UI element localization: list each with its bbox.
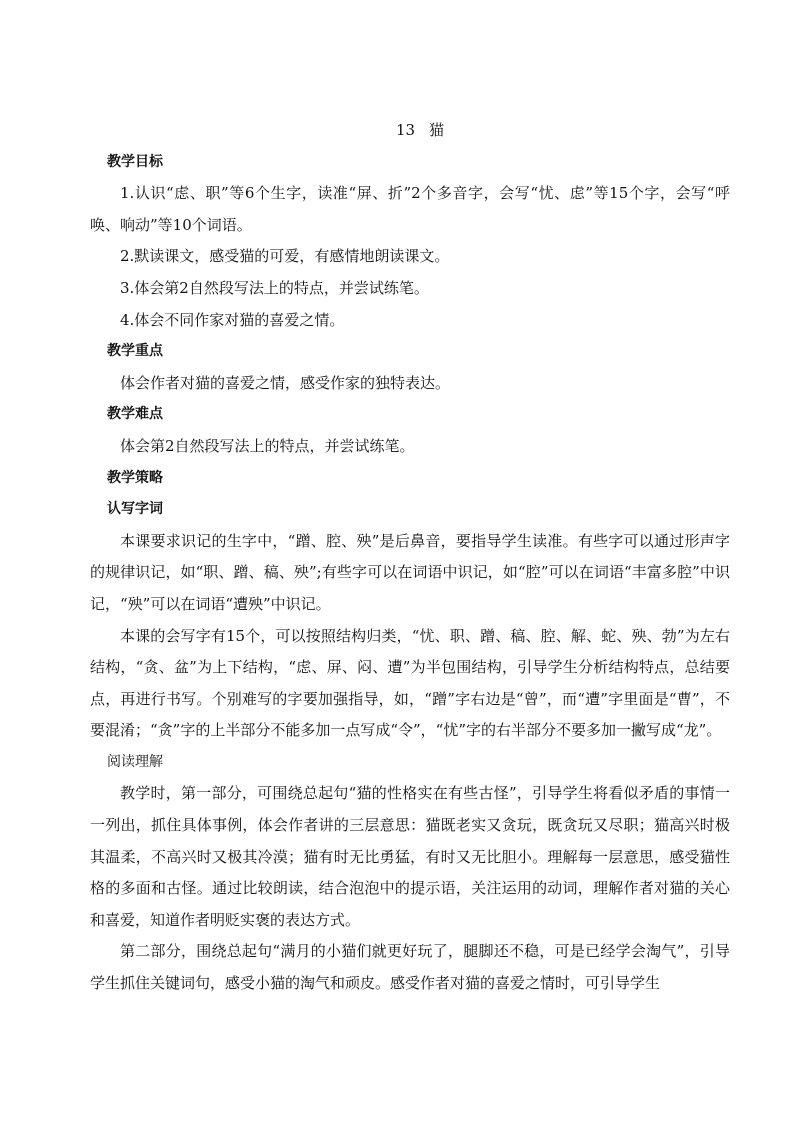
words-heading: 认写字词 xyxy=(107,501,163,518)
reading-paragraph-1: 教学时，第一部分，可围绕总起句“猫的性格实在有些古怪”，引导学生将看似矛盾的事情一一列出，抓住具体事例，体会作者讲的三层意思：猫既老实又贪玩，既贪玩又尽职；猫高兴时极其温柔，不高兴时又极其冷漠；猫有时无比勇猛，有时又无比胆小。理解每一层意思，感受猫性格的多面和古怪。通过比较朗读，结合泡泡中的提示语，关注运用的动词，理解作者对猫的关心和喜爱，知道作者明贬实褒的表达方式。 xyxy=(90,784,730,929)
reading-paragraph-2: 第二部分，围绕总起句“满月的小猫们就更好玩了，腿脚还不稳，可是已经学会淘气”，引导学生抓住关键词句，感受小猫的淘气和顽皮。感受作者对猫的喜爱之情时，可引导学生 xyxy=(90,942,730,993)
words-paragraph-1: 本课要求识记的生字中，“蹭、腔、殃”是后鼻音，要指导学生读准。有些字可以通过形声字的规律识记，如“职、蹭、稿、殃”;有些字可以在词语中识记，如“腔”可以在词语“丰富多腔”中识记，“殃”可以在词语“遭殃”中识记。 xyxy=(90,531,730,613)
goal-2: 2.默读课文，感受猫的可爱，有感情地朗读课文。 xyxy=(120,247,450,266)
strategy-heading: 教学策略 xyxy=(107,469,163,486)
document-body xyxy=(90,115,730,1000)
words-paragraph-2: 本课的会写字有15个，可以按照结构归类，“忧、职、蹭、稿、腔、解、蛇、殃、勃”为左右结构，“贪、盆”为上下结构，“虑、屏、闷、遭”为半包围结构，引导学生分析结构特点，总结要点，再进行书写。个别难写的字要加强指导，如，“蹭”字右边是“曾”，而“遭”字里面是“曹”，不要混淆；“贪”字的上半部分不能多加一点写成“令”，“忧”字的右半部分不要多加一撇写成“龙”。 xyxy=(90,626,730,740)
goal-4: 4.体会不同作家对猫的喜爱之情。 xyxy=(120,310,345,329)
goals-heading: 教学目标 xyxy=(107,153,163,170)
difficulty-heading: 教学难点 xyxy=(107,406,163,423)
focus-text: 体会作者对猫的喜爱之情，感受作家的独特表达。 xyxy=(120,373,451,392)
reading-heading: 阅读理解 xyxy=(107,753,163,770)
goal-1: 1.认识“虑、职”等6个生字，读准“屏、折”2个多音字，会写“忧、虑”等15个字，会写“呼唤、响动”等10个词语。 xyxy=(90,184,730,234)
focus-heading: 教学重点 xyxy=(107,343,163,360)
goal-3: 3.体会第2自然段写法上的特点，并尝试练笔。 xyxy=(120,278,429,297)
lesson-number: 13 xyxy=(395,121,416,139)
lesson-title xyxy=(90,115,730,147)
lesson-title-text: 猫 xyxy=(429,121,445,139)
difficulty-text: 体会第2自然段写法上的特点，并尝试练笔。 xyxy=(120,436,415,455)
